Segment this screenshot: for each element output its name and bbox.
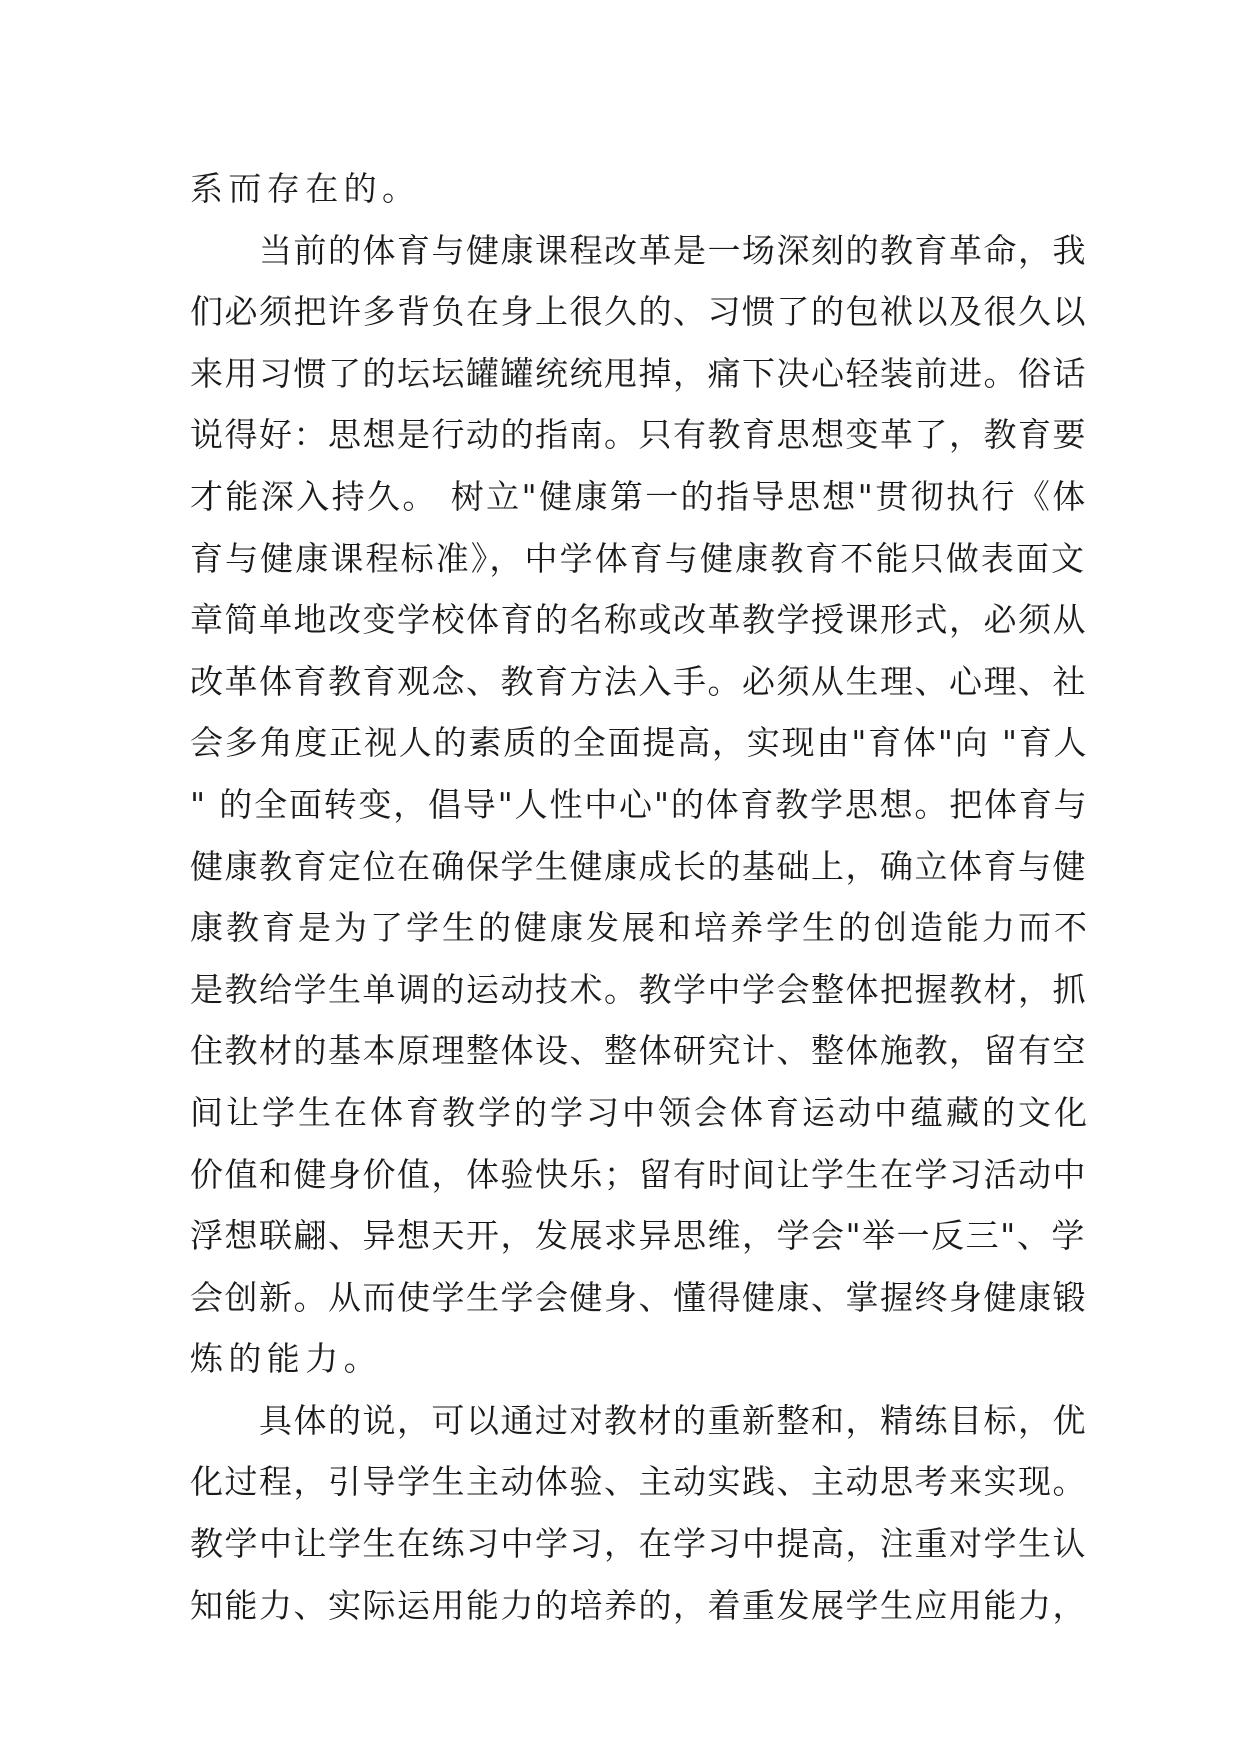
text-line: 当前的体育与健康课程改革是一场深刻的教育革命，我 (190, 230, 1087, 270)
text-line: 炼的能力。 (190, 1339, 382, 1379)
text-line: 浮想联翩、异想天开，发展求异思维，学会"举一反三"、学 (190, 1216, 1086, 1256)
text-line: 们必须把许多背负在身上很久的、习惯了的包袱以及很久以 (190, 292, 1087, 332)
text-line: 改革体育教育观念、教育方法入手。必须从生理、心理、社 (190, 661, 1087, 701)
text-line: 会多角度正视人的素质的全面提高，实现由"育体"向 "育人 (190, 723, 1089, 763)
text-line: " 的全面转变，倡导"人性中心"的体育教学思想。把体育与 (190, 784, 1089, 824)
text-line: 住教材的基本原理整体设、整体研究计、整体施教，留有空 (190, 1031, 1087, 1071)
text-line: 来用习惯了的坛坛罐罐统统甩掉，痛下决心轻装前进。俗话 (190, 353, 1087, 393)
text-line: 具体的说，可以通过对教材的重新整和，精练目标，优 (190, 1400, 1087, 1440)
text-line: 康教育是为了学生的健康发展和培养学生的创造能力而不 (190, 908, 1090, 948)
text-line: 才能深入持久。 树立"健康第一的指导思想"贯彻执行《体 (190, 476, 1088, 516)
text-line: 说得好：思想是行动的指南。只有教育思想变革了，教育要 (190, 415, 1087, 455)
text-line: 系而存在的。 (190, 169, 421, 208)
text-line: 会创新。从而使学生学会健身、懂得健康、掌握终身健康锻 (190, 1277, 1087, 1317)
text-line: 间让学生在体育教学的学习中领会体育运动中蕴藏的文化 (190, 1092, 1090, 1132)
body-text (190, 158, 1090, 1636)
text-line: 章简单地改变学校体育的名称或改革教学授课形式，必须从 (190, 600, 1087, 640)
text-line: 教学中让学生在练习中学习，在学习中提高，注重对学生认 (190, 1524, 1087, 1564)
text-line: 化过程，引导学生主动体验、主动实践、主动思考来实现。 (190, 1462, 1087, 1502)
text-line: 价值和健身价值，体验快乐；留有时间让学生在学习活动中 (190, 1154, 1087, 1194)
text-line: 是教给学生单调的运动技术。教学中学会整体把握教材，抓 (190, 969, 1087, 1009)
text-line: 健康教育定位在确保学生健康成长的基础上，确立体育与健 (190, 846, 1087, 886)
text-line: 育与健康课程标准》，中学体育与健康教育不能只做表面文 (190, 538, 1087, 578)
text-line: 知能力、实际运用能力的培养的，着重发展学生应用能力， (190, 1585, 1087, 1625)
